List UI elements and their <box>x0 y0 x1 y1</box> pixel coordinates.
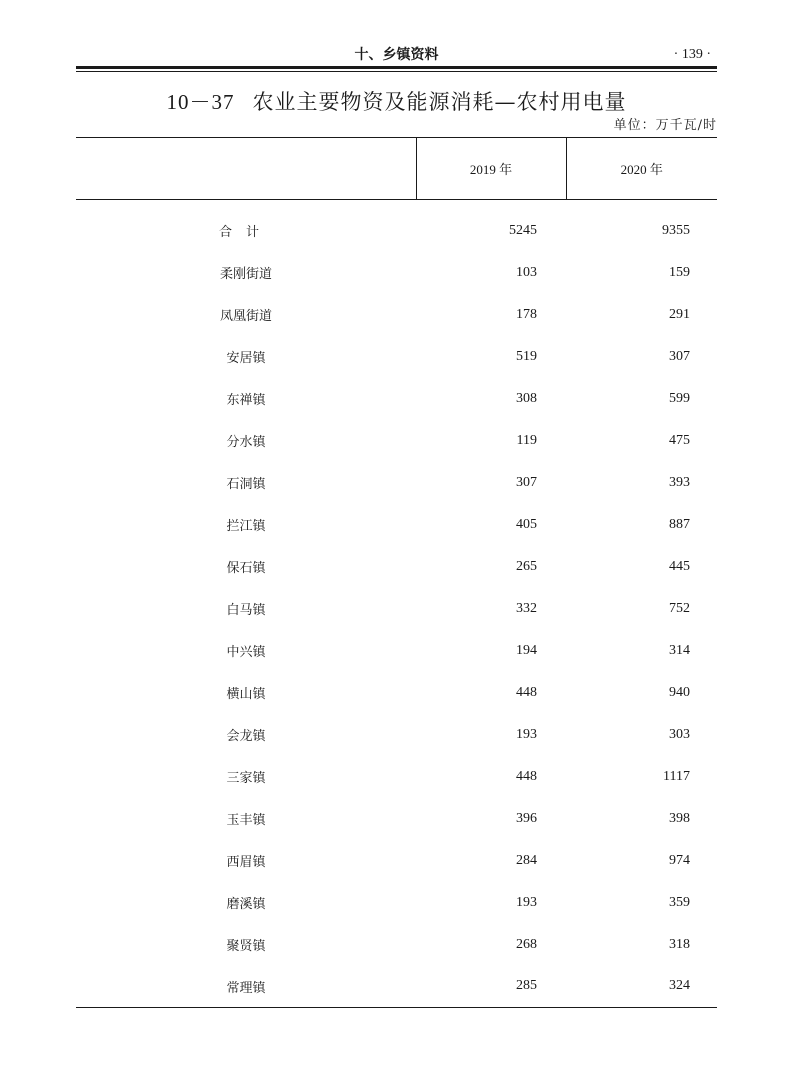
header-blank <box>76 138 416 200</box>
table-row <box>76 462 717 504</box>
header-rule-thin <box>76 71 717 72</box>
value-2019: 178 <box>516 306 537 322</box>
value-2020: 314 <box>669 642 690 658</box>
table-row <box>76 840 717 882</box>
value-2020: 940 <box>669 684 690 700</box>
row-name: 中兴镇 <box>226 645 266 660</box>
value-2019: 405 <box>516 516 537 532</box>
table-title-text: 农业主要物资及能源消耗—农村用电量 <box>252 90 627 114</box>
table-row <box>76 294 717 336</box>
row-name: 白马镇 <box>226 603 266 618</box>
value-2019: 103 <box>516 264 537 280</box>
value-2019: 194 <box>516 642 537 658</box>
value-2020: 752 <box>669 600 690 616</box>
value-2019: 5245 <box>509 222 537 238</box>
table-row <box>76 504 717 546</box>
value-2020: 974 <box>669 852 690 868</box>
value-2020: 303 <box>669 726 690 742</box>
row-name: 拦江镇 <box>226 519 266 534</box>
row-name: 东禅镇 <box>226 393 266 408</box>
table-row <box>76 966 717 1008</box>
table-row <box>76 756 717 798</box>
value-2019: 268 <box>516 936 537 952</box>
page-number: · 139 · <box>673 47 711 62</box>
table-row <box>76 798 717 840</box>
header-2019: 2019 年 <box>416 138 566 200</box>
value-2019: 193 <box>516 726 537 742</box>
value-2019: 119 <box>516 432 537 448</box>
value-2019: 308 <box>516 390 537 406</box>
value-2020: 398 <box>669 810 690 826</box>
value-2019: 332 <box>516 600 537 616</box>
value-2020: 9355 <box>662 222 690 238</box>
unit-note: 单位：万千瓦/时 <box>613 118 717 133</box>
table-number: 10－37 <box>166 90 235 114</box>
row-name: 常理镇 <box>76 966 416 1008</box>
table-title <box>76 88 717 116</box>
row-name: 西眉镇 <box>226 855 266 870</box>
value-2019: 285 <box>416 966 566 1008</box>
table-row <box>76 672 717 714</box>
value-2019: 448 <box>516 684 537 700</box>
value-2020: 307 <box>669 348 690 364</box>
value-2020: 359 <box>669 894 690 910</box>
value-2020: 887 <box>669 516 690 532</box>
data-table <box>76 137 717 1008</box>
value-2020: 291 <box>669 306 690 322</box>
row-name: 安居镇 <box>226 351 266 366</box>
row-name: 会龙镇 <box>226 729 266 744</box>
value-2020: 475 <box>669 432 690 448</box>
row-name: 聚贤镇 <box>226 939 266 954</box>
table-row <box>76 924 717 966</box>
table-row <box>76 252 717 294</box>
row-name: 横山镇 <box>226 687 266 702</box>
table-row <box>76 546 717 588</box>
value-2019: 265 <box>516 558 537 574</box>
table-row <box>76 882 717 924</box>
value-2019: 193 <box>516 894 537 910</box>
row-name: 凤凰街道 <box>219 309 272 324</box>
value-2020: 159 <box>669 264 690 280</box>
table-row <box>76 336 717 378</box>
section-title: 十、乡镇资料 <box>354 47 439 63</box>
value-2020: 318 <box>669 936 690 952</box>
table-body <box>76 200 717 1008</box>
row-name: 玉丰镇 <box>226 813 266 828</box>
value-2019: 519 <box>516 348 537 364</box>
row-name: 三家镇 <box>226 771 266 786</box>
row-name: 磨溪镇 <box>226 897 266 912</box>
value-2020: 599 <box>669 390 690 406</box>
value-2020: 324 <box>566 966 717 1008</box>
table-row <box>76 588 717 630</box>
table-row <box>76 378 717 420</box>
row-name: 保石镇 <box>226 561 266 576</box>
value-2019: 284 <box>516 852 537 868</box>
running-head <box>76 44 717 68</box>
table-row <box>76 714 717 756</box>
value-2020: 1117 <box>663 768 690 784</box>
table-row <box>76 630 717 672</box>
value-2020: 393 <box>669 474 690 490</box>
row-name: 柔刚街道 <box>219 267 272 282</box>
row-name: 分水镇 <box>226 435 266 450</box>
table-spacer <box>76 200 717 210</box>
value-2019: 448 <box>516 768 537 784</box>
header-2020: 2020 年 <box>566 138 717 200</box>
table-header-row <box>76 138 717 200</box>
table-row-total <box>76 210 717 252</box>
header-rule-thick <box>76 66 717 69</box>
value-2020: 445 <box>669 558 690 574</box>
table-row <box>76 420 717 462</box>
row-name: 石洞镇 <box>226 477 266 492</box>
value-2019: 396 <box>516 810 537 826</box>
row-name: 合计 <box>218 225 273 240</box>
value-2019: 307 <box>516 474 537 490</box>
